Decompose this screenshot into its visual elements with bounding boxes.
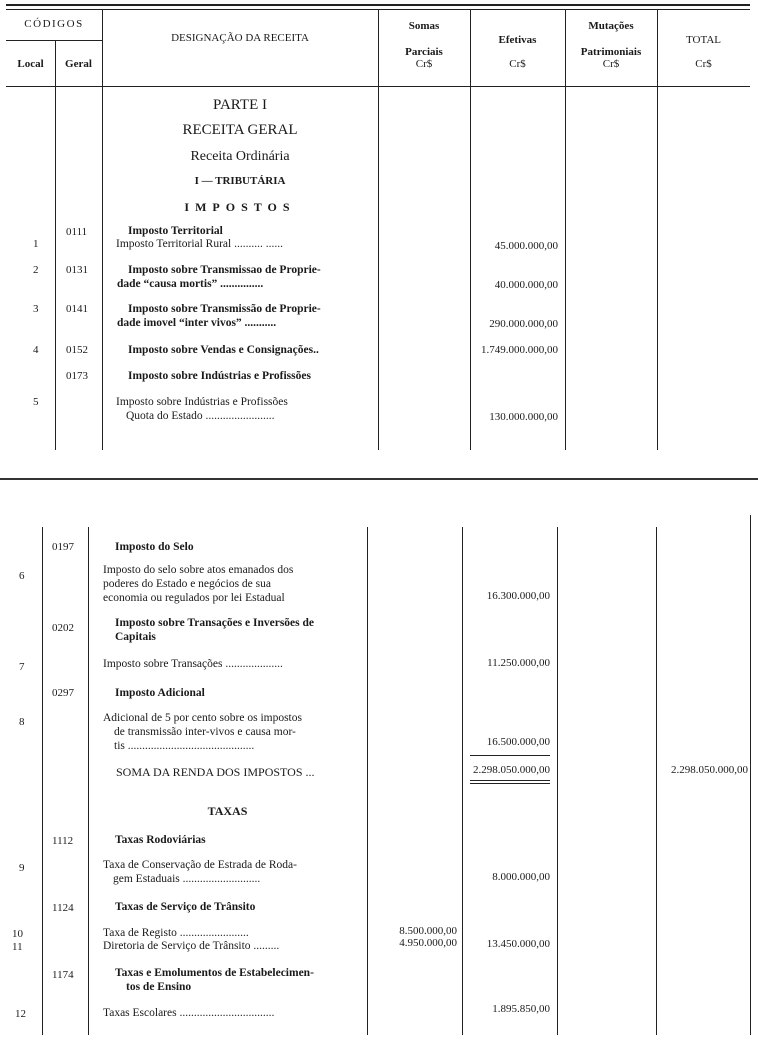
row-desc: Imposto Territorial Rural .......... ......: [116, 238, 283, 250]
col-rule-4: [462, 527, 463, 1035]
code-geral: 1112: [52, 835, 74, 847]
code-local: 2: [33, 264, 39, 276]
soma-label: SOMA DA RENDA DOS IMPOSTOS ...: [116, 765, 315, 779]
code-geral: 0173: [66, 370, 88, 382]
sum-rule: [470, 755, 550, 756]
row-desc: Taxas Escolares .................................: [103, 1007, 275, 1019]
soma-efetivas-value: 2.298.050.000,00: [473, 764, 550, 776]
soma-total-value: 2.298.050.000,00: [671, 764, 748, 776]
sum-double-rule-2: [470, 783, 550, 784]
row-title: Imposto do Selo: [115, 541, 194, 553]
row-title: Imposto sobre Indústrias e Profissões: [128, 370, 311, 382]
row-desc: Imposto do selo sobre atos emanados dos: [103, 564, 294, 576]
row-title: Taxas de Serviço de Trânsito: [115, 901, 256, 913]
row-title: Taxas e Emolumentos de Estabelecimen-: [115, 967, 314, 979]
col-rule-3: [367, 527, 368, 1035]
code-geral: 0152: [66, 344, 88, 356]
designacao-header: DESIGNAÇÃO DA RECEITA: [171, 32, 309, 44]
efetivas-value: 8.000.000,00: [492, 871, 550, 883]
row-desc: Adicional de 5 por cento sobre os impostos: [103, 712, 302, 724]
total-header: TOTAL: [686, 34, 721, 46]
row-desc: Imposto sobre Transmissao de Proprie-: [128, 264, 321, 276]
code-local: 12: [15, 1008, 26, 1020]
code-geral: 1124: [52, 902, 74, 914]
code-local: 3: [33, 303, 39, 315]
code-geral: 0297: [52, 687, 74, 699]
row-desc: Imposto sobre Transações ....................: [103, 658, 283, 670]
mutacoes-header: Mutações: [588, 20, 634, 32]
efetivas-value: 1.895.850,00: [492, 1003, 550, 1015]
receita-geral-heading: RECEITA GERAL: [182, 122, 298, 138]
row-title: Capitais: [115, 631, 156, 643]
efetivas-value: 45.000.000,00: [494, 240, 558, 252]
row-desc: de transmissão inter-vivos e causa mor-: [114, 726, 296, 738]
somas-header: Somas: [408, 20, 440, 32]
parcial-value: 8.500.000,00: [399, 925, 457, 937]
efetivas-value: 16.500.000,00: [486, 736, 550, 748]
total-currency: Cr$: [695, 58, 712, 70]
col-rule-6: [656, 527, 657, 1035]
row-desc: economia ou regulados por lei Estadual: [103, 592, 285, 604]
row-desc: Taxa de Registo ........................: [103, 927, 249, 939]
row-desc: Diretoria de Serviço de Trânsito .........: [103, 940, 280, 952]
code-local: 7: [19, 661, 25, 673]
codigos-header: CÓDIGOS: [24, 18, 84, 30]
row-desc: Imposto sobre Indústrias e Profissões: [116, 396, 288, 408]
impostos-heading: IMPOSTOS: [184, 200, 296, 214]
row-title: Imposto Adicional: [115, 687, 205, 699]
geral-header: Geral: [65, 58, 92, 70]
col-rule-5: [557, 527, 558, 1035]
sum-double-rule: [470, 780, 550, 781]
parcial-value: 4.950.000,00: [399, 937, 457, 949]
code-geral: 0202: [52, 622, 74, 634]
row-desc: dade imovel “inter vivos” ...........: [117, 317, 277, 329]
row-title: Imposto Territorial: [128, 225, 223, 237]
efetivas-value: 16.300.000,00: [486, 590, 550, 602]
col-rule-1: [42, 527, 43, 1035]
row-title: Imposto sobre Transações e Inversões de: [115, 617, 315, 629]
code-geral: 0111: [66, 226, 88, 238]
parte-heading: PARTE I: [213, 97, 267, 113]
code-local: 10: [12, 928, 23, 940]
code-local: 6: [19, 570, 25, 582]
code-geral: 0197: [52, 541, 74, 553]
taxas-heading: TAXAS: [207, 804, 248, 818]
row-desc: Imposto sobre Transmissão de Proprie-: [128, 303, 321, 315]
col-rule-2: [88, 527, 89, 1035]
efetivas-header: Efetivas: [498, 34, 537, 46]
efetivas-value: 40.000.000,00: [494, 279, 558, 291]
code-local: 1: [33, 238, 39, 250]
parciais-header: Parciais: [405, 46, 443, 58]
row-desc: tis ............................................: [114, 740, 255, 752]
row-title: tos de Ensino: [126, 981, 192, 993]
row-desc: gem Estaduais ...........................: [113, 873, 261, 885]
code-geral: 1174: [52, 969, 74, 981]
efetivas-value: 13.450.000,00: [486, 938, 550, 950]
parciais-currency: Cr$: [415, 58, 433, 70]
efetivas-currency: Cr$: [509, 58, 526, 70]
local-header: Local: [17, 58, 44, 70]
code-local: 11: [12, 941, 23, 953]
row-title: Taxas Rodoviárias: [115, 834, 206, 846]
row-desc: Taxa de Conservação de Estrada de Roda-: [103, 859, 297, 871]
row-desc: Quota do Estado ........................: [126, 410, 275, 422]
code-geral: 0131: [66, 264, 88, 276]
efetivas-value: 1.749.000.000,00: [481, 344, 558, 356]
code-local: 8: [19, 716, 25, 728]
efetivas-value: 130.000.000,00: [489, 411, 558, 423]
patrimoniais-header: Patrimoniais: [580, 46, 642, 58]
mutacoes-currency: Cr$: [602, 58, 620, 70]
row-desc: poderes do Estado e negócios de sua: [103, 578, 271, 590]
row-desc: dade “causa mortis” ...............: [117, 278, 264, 290]
row-title: Imposto sobre Vendas e Consignações..: [128, 344, 319, 356]
tributaria-heading: I — TRIBUTÁRIA: [194, 175, 286, 187]
code-local: 9: [19, 862, 25, 874]
receita-ordinaria-heading: Receita Ordinária: [190, 149, 290, 164]
col-rule-7: [750, 515, 751, 1035]
efetivas-value: 290.000.000,00: [489, 318, 558, 330]
code-geral: 0141: [66, 303, 88, 315]
code-local: 5: [33, 396, 39, 408]
efetivas-value: 11.250.000,00: [487, 657, 550, 669]
code-local: 4: [33, 344, 39, 356]
